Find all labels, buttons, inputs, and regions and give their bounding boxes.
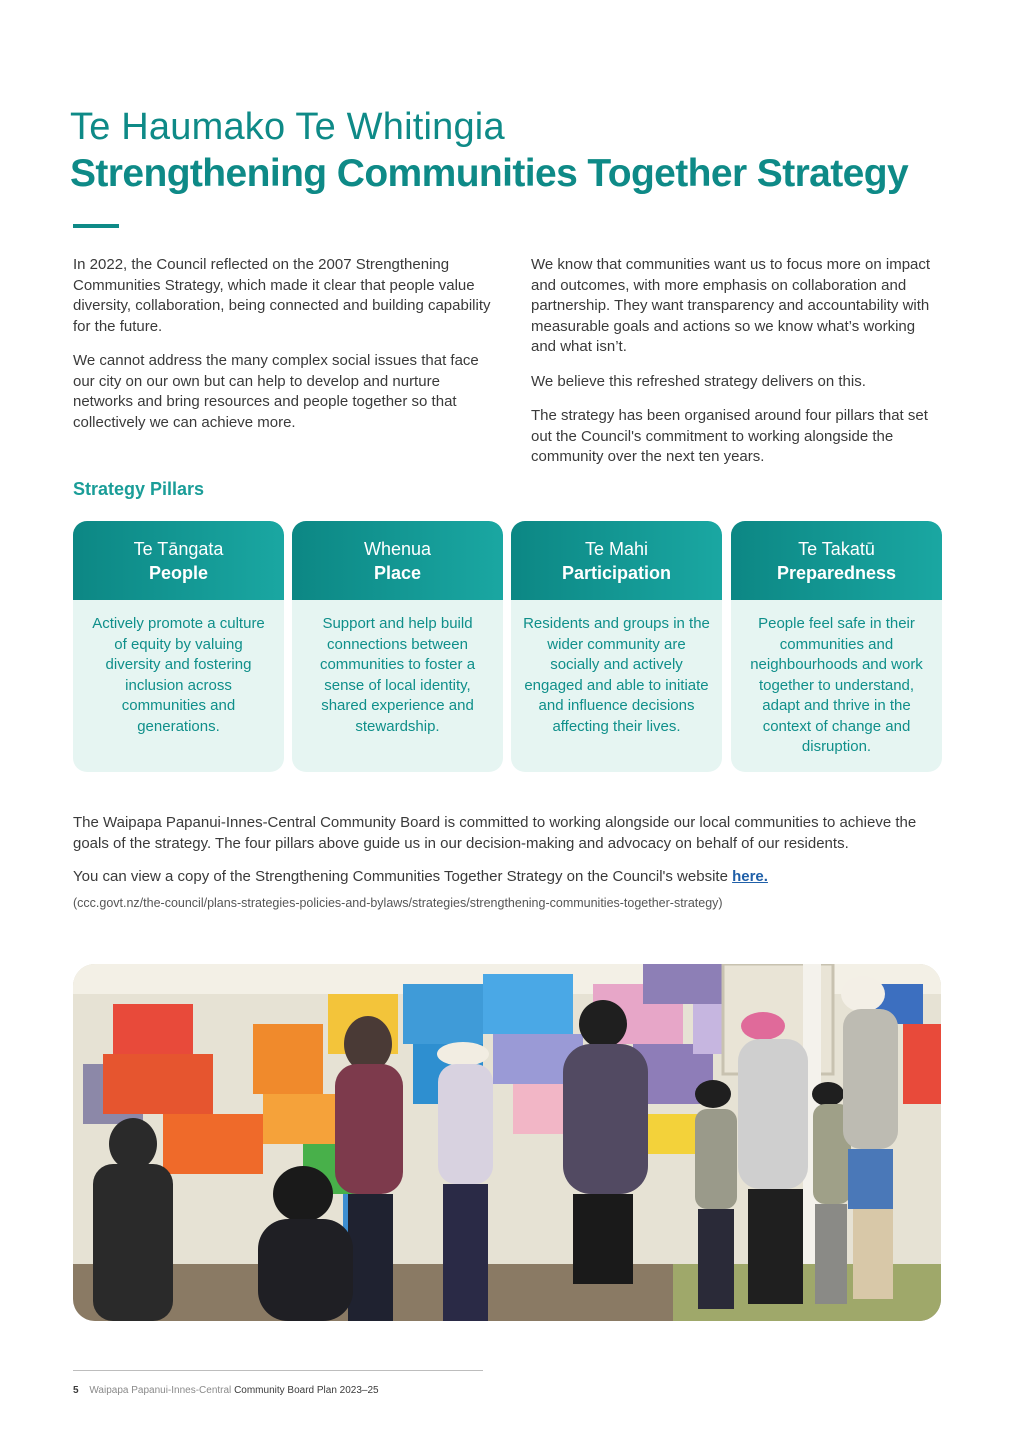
pillar-english-title: Participation [561,562,672,583]
strategy-url-text: (ccc.govt.nz/the-council/plans-strategies-policies-and-bylaws/strategies/strengthening-communities-together-strategy) [73,896,723,910]
community-board-paragraph [73,813,943,854]
pillar-description: People feel safe in their communities and neighbourhoods and work together to understand, adapt and thrive in the context of change and disruption. [750,615,923,755]
intro-left-column [73,255,491,447]
pillar-header [731,521,942,600]
pillar-maori-title: Te Mahi [584,538,649,559]
pillar-card-place [292,521,503,772]
title-english: Strengthening Communities Together Strategy [70,152,909,195]
title-maori: Te Haumako Te Whitingia [70,106,505,148]
community-board-text: The Waipapa Papanui-Innes-Central Community Board is committed to working alongside our local communities to achieve the goals of the strategy. The four pillars above guide us in our decision-making and advocacy on behalf of our residents. [73,814,917,852]
intro-paragraph: The strategy has been organised around four pillars that set out the Council's commitment to working alongside the community over the next ten years. [531,407,928,465]
strategy-link[interactable]: here. [732,868,768,885]
footer-plan-title: Community Board Plan 2023–25 [234,1385,379,1396]
pillar-description: Residents and groups in the wider community are socially and actively engaged and able to initiate and influence decisions affecting their lives. [523,615,710,735]
strategy-link-line [73,868,768,885]
pillar-header [511,521,722,600]
intro-paragraph: In 2022, the Council reflected on the 2007 Strengthening Communities Strategy, which made it clear that people value diversity, collaboration, being connected and building capability for the future. [73,256,491,335]
pillars-grid [73,521,942,772]
pillars-heading: Strategy Pillars [73,479,205,499]
pillar-card-participation [511,521,722,772]
pillar-english-title: People [148,562,209,583]
pillar-maori-title: Whenua [363,538,432,559]
footer-board-name: Waipapa Papanui-Innes-Central [89,1385,232,1396]
pillar-description: Support and help build connections between communities to foster a sense of local identity, shared experience and stewardship. [319,615,476,735]
page-number: 5 [73,1385,79,1396]
pillar-description: Actively promote a culture of equity by valuing diversity and fostering inclusion across communities and generations. [92,615,265,735]
pillar-maori-title: Te Tāngata [133,538,224,559]
pillar-card-people [73,521,284,772]
pillar-header [73,521,284,600]
title-underline [73,224,119,228]
intro-paragraph: We cannot address the many complex social issues that face our city on our own but can help to develop and nurture networks and bring resources and people together so that collectively we can achieve more. [73,352,479,431]
mural-illustration [73,964,941,1321]
page-footer [73,1385,379,1396]
pillar-maori-title: Te Takatū [798,538,875,559]
pillar-header [292,521,503,600]
intro-right-column [531,255,936,482]
pillar-english-title: Preparedness [776,562,897,583]
footer-divider [73,1370,483,1371]
community-mural-photo [73,964,941,1321]
pillar-english-title: Place [373,562,422,583]
pillar-card-preparedness [731,521,942,772]
intro-paragraph: We believe this refreshed strategy delivers on this. [531,372,866,390]
intro-paragraph: We know that communities want us to focus more on impact and outcomes, with more emphasis on collaboration and partnership. They want transparency and accountability with measurable goals and actions so we know what’s working and what isn’t. [531,256,931,355]
strategy-link-prefix: You can view a copy of the Strengthening Communities Together Strategy on the Council's website [73,868,728,885]
